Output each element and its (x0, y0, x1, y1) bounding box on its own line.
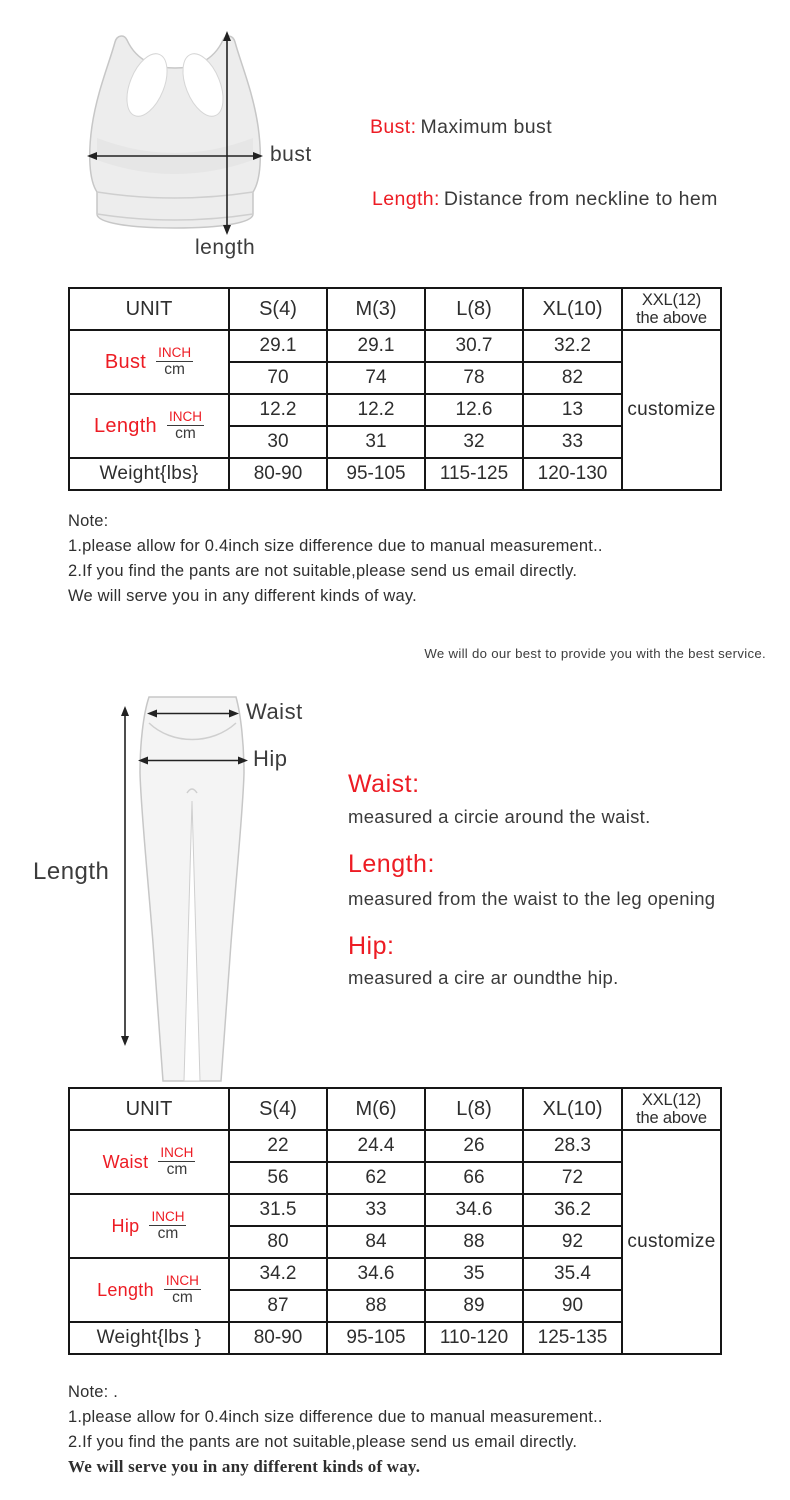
waist-inch-m: 24.4 (327, 1130, 425, 1162)
note1-line3: We will serve you in any different kinds of way. (68, 587, 417, 606)
pants-col-s: S(4) (229, 1088, 327, 1130)
length-arrow (220, 30, 234, 236)
sports-bra-illustration (85, 30, 265, 230)
table-row (69, 330, 721, 362)
pants-length-cm-xl: 90 (523, 1290, 622, 1322)
waist-inch-l: 26 (425, 1130, 523, 1162)
hip-inch-s: 31.5 (229, 1194, 327, 1226)
bust-cm-m: 74 (327, 362, 425, 394)
bust-inch-m: 29.1 (327, 330, 425, 362)
pants-weight-m: 95-105 (327, 1322, 425, 1354)
length-cm-l: 32 (425, 426, 523, 458)
note2-line3: We will serve you in any different kinds of way. (68, 1457, 421, 1477)
weight-xl: 120-130 (523, 458, 622, 490)
pants-length-inch-m: 34.6 (327, 1258, 425, 1290)
bust-inch-s: 29.1 (229, 330, 327, 362)
hip-row-label: Hip (111, 1215, 140, 1236)
hip-inch-xl: 36.2 (523, 1194, 622, 1226)
bust-arrow (86, 149, 264, 163)
pants-col-xxl (622, 1088, 721, 1130)
pants-col-m: M(6) (327, 1088, 425, 1130)
waist-desc: measured a circie around the waist. (348, 806, 651, 827)
pants-length-arrow-label: Length (33, 858, 110, 885)
hip-arrow-label: Hip (253, 746, 288, 771)
bust-cm-s: 70 (229, 362, 327, 394)
pants-length-cm-l: 89 (425, 1290, 523, 1322)
length-inch-l: 12.6 (425, 394, 523, 426)
table-row (69, 1130, 721, 1162)
bra-col-xxl-line1: XXL(12) (641, 290, 702, 309)
note1-line1: 1.please allow for 0.4inch size difference due to manual measurement.. (68, 537, 603, 556)
pants-waist-label-cell (69, 1130, 229, 1194)
pants-length-arrow (118, 705, 132, 1047)
pants-hip-label-cell (69, 1194, 229, 1258)
pants-weight-l: 110-120 (425, 1322, 523, 1354)
hip-arrow (138, 754, 248, 767)
bust-unit-fraction: $\frac{\text{INCH}}{cm}$ (158, 344, 192, 378)
length-inch-s: 12.2 (229, 394, 327, 426)
hip-desc: measured a cire ar oundthe hip. (348, 967, 619, 988)
bra-length-term: Length: (372, 188, 440, 210)
bust-definition (370, 116, 552, 139)
waist-inch-xl: 28.3 (523, 1130, 622, 1162)
bra-size-table (68, 287, 722, 491)
bra-bust-label-cell (69, 330, 229, 394)
pants-col-l: L(8) (425, 1088, 523, 1130)
note2-line1: 1.please allow for 0.4inch size difference due to manual measurement.. (68, 1408, 603, 1427)
length-unit-fraction: $\frac{\text{INCH}}{cm}$ (168, 408, 202, 442)
note-section-1 (68, 512, 603, 613)
bra-col-s: S(4) (229, 288, 327, 330)
length-cm-m: 31 (327, 426, 425, 458)
bra-table-header-row (69, 288, 721, 330)
bust-cm-l: 78 (425, 362, 523, 394)
pants-length-inch-s: 34.2 (229, 1258, 327, 1290)
weight-s: 80-90 (229, 458, 327, 490)
bust-inch-l: 30.7 (425, 330, 523, 362)
hip-term: Hip: (348, 932, 395, 960)
pants-length-cm-s: 87 (229, 1290, 327, 1322)
waist-cm-m: 62 (327, 1162, 425, 1194)
pants-length-inch-l: 35 (425, 1258, 523, 1290)
hip-inch-m: 33 (327, 1194, 425, 1226)
service-line: We will do our best to provide you with the best service. (424, 646, 766, 661)
hip-cm-m: 84 (327, 1226, 425, 1258)
pants-col-xxl-line1: XXL(12) (641, 1090, 702, 1109)
bra-col-xxl-line2: the above (636, 309, 707, 327)
waist-cm-xl: 72 (523, 1162, 622, 1194)
pants-length-inch-xl: 35.4 (523, 1258, 622, 1290)
waist-row-label: Waist (102, 1151, 149, 1172)
length-inch-m: 12.2 (327, 394, 425, 426)
pants-length-term: Length: (348, 850, 435, 878)
length-inch-xl: 13 (523, 394, 622, 426)
note2-title: Note: . (68, 1383, 119, 1401)
length-cm-xl: 33 (523, 426, 622, 458)
bust-desc: Maximum bust (420, 116, 553, 138)
bra-length-label-cell (69, 394, 229, 458)
waist-term: Waist: (348, 770, 420, 798)
bra-col-xxl (622, 288, 721, 330)
bust-cm-xl: 82 (523, 362, 622, 394)
pants-weight-s: 80-90 (229, 1322, 327, 1354)
weight-l: 115-125 (425, 458, 523, 490)
bra-col-m: M(3) (327, 288, 425, 330)
pants-customize-cell: customize (622, 1130, 721, 1354)
hip-cm-l: 88 (425, 1226, 523, 1258)
weight-m: 95-105 (327, 458, 425, 490)
pants-col-unit: UNIT (69, 1088, 229, 1130)
waist-arrow (147, 707, 239, 720)
bust-arrow-label: bust (270, 143, 312, 166)
waist-unit-fraction: $\frac{\text{INCH}}{cm}$ (160, 1144, 194, 1178)
pants-size-table (68, 1087, 722, 1355)
bust-inch-xl: 32.2 (523, 330, 622, 362)
note2-line2: 2.If you find the pants are not suitable,please send us email directly. (68, 1433, 578, 1452)
bra-length-definition (372, 188, 718, 211)
length-row-label: Length (94, 414, 157, 437)
hip-inch-l: 34.6 (425, 1194, 523, 1226)
pants-col-xl: XL(10) (523, 1088, 622, 1130)
waist-cm-l: 66 (425, 1162, 523, 1194)
pants-length-row-label: Length (97, 1279, 154, 1300)
hip-unit-fraction: $\frac{\text{INCH}}{cm}$ (151, 1208, 185, 1242)
bust-term: Bust: (370, 116, 417, 138)
bra-length-desc: Distance from neckline to hem (443, 188, 718, 210)
length-cm-s: 30 (229, 426, 327, 458)
hip-cm-s: 80 (229, 1226, 327, 1258)
waist-cm-s: 56 (229, 1162, 327, 1194)
pants-col-xxl-line2: the above (636, 1109, 707, 1127)
pants-weight-xl: 125-135 (523, 1322, 622, 1354)
pants-table-header-row (69, 1088, 721, 1130)
note1-title: Note: (68, 512, 109, 530)
pants-length-label-cell (69, 1258, 229, 1322)
pants-weight-label: Weight{lbs } (69, 1322, 229, 1354)
pants-length-cm-m: 88 (327, 1290, 425, 1322)
length-arrow-label: length (195, 236, 256, 259)
bra-col-unit: UNIT (69, 288, 229, 330)
bra-weight-label: Weight{lbs} (69, 458, 229, 490)
bra-col-xl: XL(10) (523, 288, 622, 330)
note1-line2: 2.If you find the pants are not suitable,please send us email directly. (68, 562, 578, 581)
bra-customize-cell: customize (622, 330, 721, 490)
pants-length-unit-fraction: $\frac{\text{INCH}}{cm}$ (165, 1272, 199, 1306)
waist-arrow-label: Waist (246, 699, 303, 724)
leggings-illustration (137, 693, 247, 1085)
pants-length-desc: measured from the waist to the leg opening (348, 888, 716, 909)
waist-inch-s: 22 (229, 1130, 327, 1162)
bra-col-l: L(8) (425, 288, 523, 330)
hip-cm-xl: 92 (523, 1226, 622, 1258)
bust-row-label: Bust (104, 350, 147, 373)
note-section-2 (68, 1383, 603, 1484)
